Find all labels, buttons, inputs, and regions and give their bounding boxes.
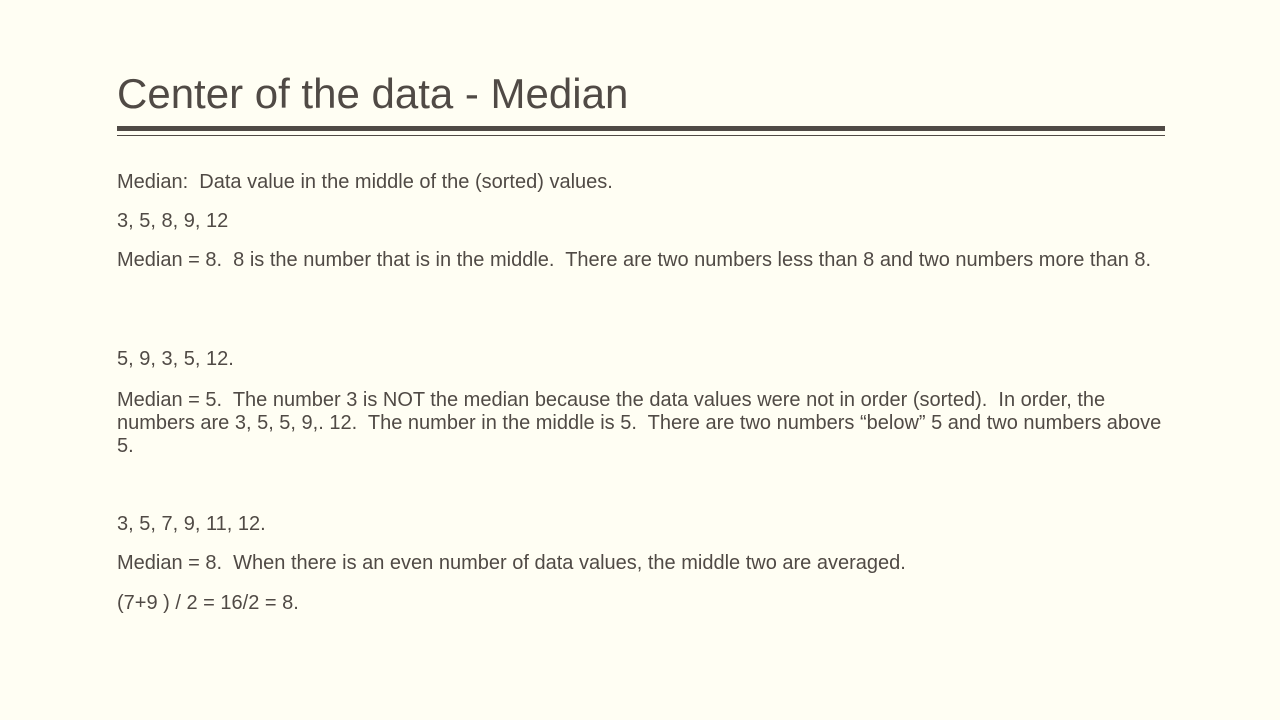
- example-2-explanation: Median = 5. The number 3 is NOT the median because the data values were not in order (sorted). In order, the numbers are 3, 5, 5, 9,. 12. The number in the middle is 5. There are two numbers “below” 5 and two numbers above 5.: [117, 389, 1167, 457]
- slide-title: Center of the data - Median: [117, 70, 629, 117]
- example-3-explanation: Median = 8. When there is an even number of data values, the middle two are averaged.: [117, 552, 906, 574]
- example-3-data: 3, 5, 7, 9, 11, 12.: [117, 513, 266, 535]
- example-1-explanation: Median = 8. 8 is the number that is in the middle. There are two numbers less than 8 and two numbers more than 8.: [117, 249, 1152, 271]
- example-1-data: 3, 5, 8, 9, 12: [117, 210, 229, 232]
- example-3-calculation: (7+9 ) / 2 = 16/2 = 8.: [117, 592, 299, 614]
- title-underline-thick: [117, 126, 1165, 131]
- median-definition: Median: Data value in the middle of the (sorted) values.: [117, 171, 613, 193]
- title-underline-thin: [117, 135, 1165, 136]
- example-2-data: 5, 9, 3, 5, 12.: [117, 348, 234, 370]
